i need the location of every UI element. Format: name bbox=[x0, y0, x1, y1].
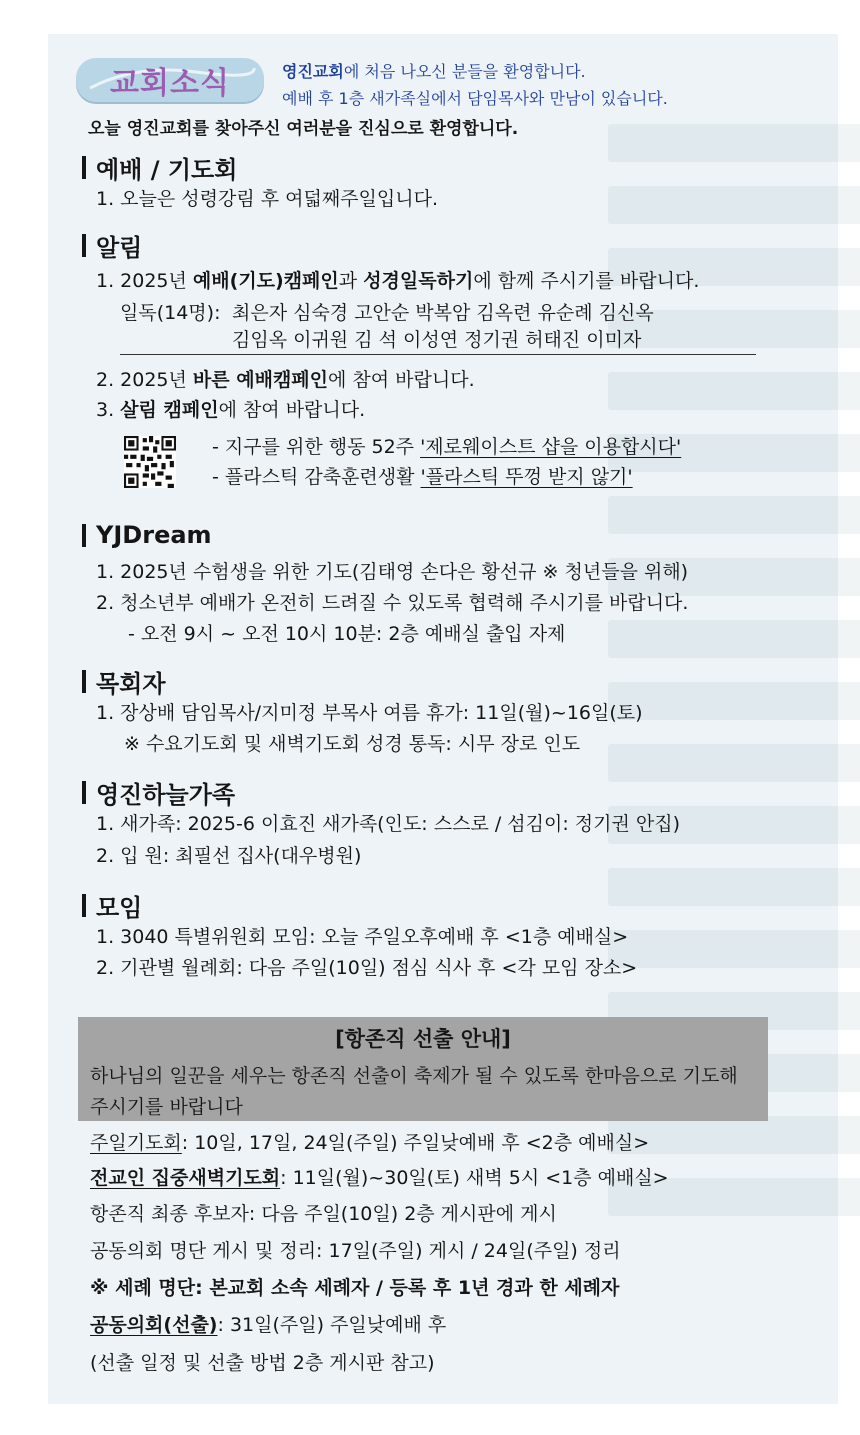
election-line-5: ※ 세례 명단: 본교회 소속 세례자 / 등록 후 1년 경과 한 세례자 bbox=[90, 1277, 620, 1299]
readers-line-2: 김임옥 이귀원 김 석 이성연 정기권 허태진 이미자 bbox=[232, 329, 642, 351]
election-notice-text: 하나님의 일꾼을 세우는 항존직 선출이 축제가 될 수 있도록 한마음으로 기도해 주시기를 바랍니다 bbox=[90, 1065, 738, 1118]
section-title: 영진하늘가족 bbox=[96, 781, 236, 809]
election-line-6: 공동의회(선출): 31일(주일) 주일낮예배 후 bbox=[90, 1314, 447, 1336]
welcome-line1: 에 처음 나오신 분들을 환영합니다. bbox=[343, 62, 586, 81]
heading-bar bbox=[82, 894, 86, 917]
church-news-logo bbox=[76, 58, 264, 102]
section-notice-heading bbox=[82, 228, 142, 263]
section-pastor-heading bbox=[82, 664, 166, 699]
notice-item-3: 3. 살림 캠페인에 참여 바랍니다. bbox=[96, 399, 366, 421]
section-title: 예배 / 기도회 bbox=[96, 156, 238, 184]
election-line-7: (선출 일정 및 선출 방법 2층 게시판 참고) bbox=[90, 1352, 435, 1374]
heading-bar bbox=[82, 524, 86, 547]
election-notice-title: [항존직 선출 안내] bbox=[335, 1027, 511, 1051]
heading-bar bbox=[82, 234, 86, 257]
divider bbox=[120, 354, 756, 355]
pastor-item-1-sub: ※ 수요기도회 및 새벽기도회 성경 통독: 시무 장로 인도 bbox=[124, 733, 581, 755]
section-title: YJDream bbox=[96, 521, 212, 549]
qr-code-icon[interactable] bbox=[124, 436, 176, 488]
election-line-1: 주일기도회: 10일, 17일, 24일(주일) 주일낮예배 후 <2층 예배실> bbox=[90, 1132, 650, 1154]
notice-item-1: 1. 2025년 예배(기도)캠페인과 성경일독하기에 함께 주시기를 바랍니다. bbox=[96, 270, 700, 292]
welcome-line2: 예배 후 1층 새가족실에서 담임목사와 만남이 있습니다. bbox=[282, 89, 668, 108]
logo-text: 교회소식 bbox=[110, 66, 230, 101]
heading-bar bbox=[82, 670, 86, 693]
meeting-item-2: 2. 기관별 월례회: 다음 주일(10일) 점심 식사 후 <각 모임 장소> bbox=[96, 957, 638, 979]
pastor-item-1: 1. 장상배 담임목사/지미정 부목사 여름 휴가: 11일(월)~16일(토) bbox=[96, 702, 643, 724]
heading-bar bbox=[82, 156, 86, 179]
election-line-4: 공동의회 명단 게시 및 정리: 17일(주일) 게시 / 24일(주일) 정리 bbox=[90, 1240, 621, 1262]
family-item-2: 2. 입 원: 최필선 집사(대우병원) bbox=[96, 845, 362, 867]
section-worship-heading bbox=[82, 150, 237, 185]
family-item-1: 1. 새가족: 2025-6 이효진 새가족(인도: 스스로 / 섬김이: 정기권 안집) bbox=[96, 813, 681, 835]
yjdream-item-2: 2. 청소년부 예배가 온전히 드려질 수 있도록 협력해 주시기를 바랍니다. bbox=[96, 592, 689, 614]
readers-line-1: 최은자 심숙경 고안순 박복암 김옥련 유순례 김신옥 bbox=[232, 302, 654, 324]
section-title: 알림 bbox=[96, 234, 143, 262]
welcome-main-text: 오늘 영진교회를 찾아주신 여러분을 진심으로 환영합니다. bbox=[88, 119, 519, 139]
campaign-sub-2: - 플라스틱 감축훈련생활 '플라스틱 뚜껑 받지 않기' bbox=[212, 466, 633, 488]
campaign-sub-1: - 지구를 위한 행동 52주 '제로웨이스트 샵을 이용합시다' bbox=[212, 436, 682, 458]
heading-bar bbox=[82, 781, 86, 804]
election-line-3: 항존직 최종 후보자: 다음 주일(10일) 2층 게시판에 게시 bbox=[90, 1203, 557, 1225]
readers-label: 일독(14명): bbox=[120, 302, 221, 324]
welcome-note bbox=[282, 58, 668, 112]
election-line-2: 전교인 집중새벽기도회: 11일(월)~30일(토) 새벽 5시 <1층 예배실> bbox=[90, 1167, 669, 1189]
section-meeting-heading bbox=[82, 888, 142, 923]
election-notice-box bbox=[78, 1017, 768, 1121]
section-family-heading bbox=[82, 775, 235, 810]
notice-item-2: 2. 2025년 바른 예배캠페인에 참여 바랍니다. bbox=[96, 369, 475, 391]
welcome-church-name: 영진교회 bbox=[282, 62, 344, 81]
section-yjdream-heading bbox=[82, 521, 212, 549]
worship-item-1: 1. 오늘은 성령강림 후 여덟째주일입니다. bbox=[96, 188, 438, 210]
meeting-item-1: 1. 3040 특별위원회 모임: 오늘 주일오후예배 후 <1층 예배실> bbox=[96, 926, 629, 948]
section-title: 목회자 bbox=[96, 670, 166, 698]
yjdream-item-2-sub: - 오전 9시 ~ 오전 10시 10분: 2층 예배실 출입 자제 bbox=[128, 623, 566, 645]
yjdream-item-1: 1. 2025년 수험생을 위한 기도(김태영 손다은 황선규 ※ 청년들을 위해) bbox=[96, 561, 689, 583]
section-title: 모임 bbox=[96, 894, 143, 922]
